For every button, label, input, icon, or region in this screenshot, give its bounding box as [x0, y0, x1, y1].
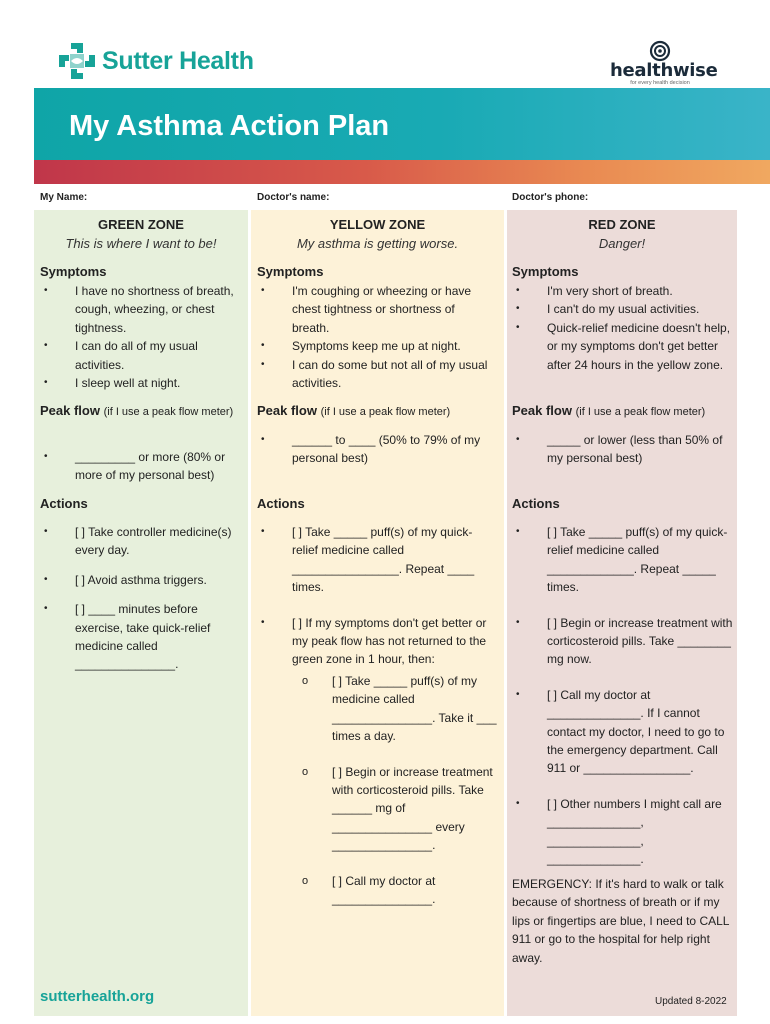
- red-peak-flow-heading: [512, 402, 734, 421]
- green-actions-heading: Actions: [40, 496, 88, 511]
- yellow-sub-actions-list: [257, 672, 497, 908]
- title-banner: [34, 88, 770, 160]
- green-zone-subtitle: This is where I want to be!: [65, 236, 217, 251]
- list-item: • [ ] ____ minutes before exercise, take quick-relief medicine called _______________.: [40, 600, 240, 674]
- page-header: [0, 0, 770, 88]
- peak-flow-label: Peak flow: [257, 403, 317, 418]
- red-symptoms-list: [512, 282, 732, 374]
- list-item: • I'm coughing or wheezing or have chest tightness or shortness of breath.: [257, 282, 495, 337]
- sutter-cross-icon: [56, 40, 98, 82]
- list-item: • [ ] Take controller medicine(s) every day.: [40, 523, 240, 560]
- list-item: • [ ] If my symptoms don't get better or my peak flow has not returned to the green zone in 1 hour, then:: [257, 614, 497, 669]
- doctor-phone-label: Doctor's phone:: [512, 192, 589, 203]
- green-symptoms-heading: Symptoms: [40, 264, 107, 279]
- green-actions-list: [40, 523, 240, 674]
- list-item: • [ ] Begin or increase treatment with corticosteroid pills. Take ________ mg now.: [512, 614, 734, 669]
- list-item: • [ ] Call my doctor at ______________. If I cannot contact my doctor, I need to go to the emergency department. Call 911 or ________________.: [512, 686, 734, 778]
- list-item: • [ ] Avoid asthma triggers.: [40, 571, 240, 589]
- green-peak-flow-list: [40, 448, 240, 485]
- title-ribbon: [34, 160, 770, 184]
- list-item: • Quick-relief medicine doesn't help, or my symptoms don't get better after 24 hours in the yellow zone.: [512, 319, 732, 374]
- page-title: My Asthma Action Plan: [69, 110, 390, 142]
- green-symptoms-list: [40, 282, 240, 392]
- doctor-name-label: Doctor's name:: [257, 192, 330, 203]
- peak-flow-label: Peak flow: [512, 403, 572, 418]
- my-name-label: My Name:: [40, 192, 88, 203]
- red-zone-subtitle: Danger!: [598, 236, 646, 251]
- yellow-actions-heading: Actions: [257, 496, 305, 511]
- updated-date: Updated 8-2022: [655, 996, 727, 1007]
- yellow-symptoms-heading: Symptoms: [257, 264, 324, 279]
- red-zone-title: RED ZONE: [588, 217, 656, 232]
- list-item: • [ ] Take _____ puff(s) of my quick-relief medicine called ________________. Repeat ____ times.: [257, 523, 497, 597]
- sutter-health-logo: [56, 40, 254, 82]
- list-item: o [ ] Call my doctor at _______________.: [257, 872, 497, 909]
- peak-flow-note: (if I use a peak flow meter): [103, 406, 234, 418]
- list-item: • _____ or lower (less than 50% of my personal best): [512, 431, 732, 468]
- list-item: o [ ] Take _____ puff(s) of my medicine called _______________. Take it ___ times a day.: [257, 672, 497, 746]
- peak-flow-note: (if I use a peak flow meter): [320, 406, 451, 418]
- peak-flow-label: Peak flow: [40, 403, 100, 418]
- list-item: • [ ] Other numbers I might call are ______________, ______________, ______________.: [512, 795, 734, 869]
- list-item: • I sleep well at night.: [40, 374, 240, 392]
- green-peak-flow-heading: [40, 402, 240, 421]
- list-item: • I can do all of my usual activities.: [40, 337, 240, 374]
- healthwise-name: healthwise: [610, 60, 718, 81]
- healthwise-spiral-icon: [649, 40, 671, 62]
- list-item: • [ ] Take _____ puff(s) of my quick-relief medicine called _____________. Repeat _____ times.: [512, 523, 734, 597]
- yellow-symptoms-list: [257, 282, 495, 392]
- red-symptoms-heading: Symptoms: [512, 264, 579, 279]
- yellow-peak-flow-heading: [257, 402, 497, 421]
- red-actions-list: [512, 523, 734, 869]
- green-zone-title: GREEN ZONE: [98, 217, 184, 232]
- brand-name: Sutter Health: [102, 46, 254, 75]
- list-item: • ______ to ____ (50% to 79% of my personal best): [257, 431, 495, 468]
- list-item: • I'm very short of breath.: [512, 282, 732, 300]
- emergency-note: EMERGENCY: If it's hard to walk or talk because of shortness of breath or if my lips or fingertips are blue, I need to CALL 911 or go to the hospital for help right away.: [512, 877, 730, 965]
- list-item: • _________ or more (80% or more of my personal best): [40, 448, 240, 485]
- list-item: o [ ] Begin or increase treatment with corticosteroid pills. Take ______ mg of _______________ every _______________.: [257, 763, 497, 855]
- yellow-zone-subtitle: My asthma is getting worse.: [296, 236, 459, 251]
- red-peak-flow-list: [512, 431, 732, 468]
- website-link[interactable]: sutterhealth.org: [40, 988, 155, 1005]
- list-item: • I can't do my usual activities.: [512, 300, 732, 318]
- yellow-peak-flow-list: [257, 431, 495, 468]
- yellow-zone-title: YELLOW ZONE: [329, 217, 426, 232]
- red-actions-heading: Actions: [512, 496, 560, 511]
- yellow-actions-list: [257, 523, 497, 669]
- peak-flow-note: (if I use a peak flow meter): [575, 406, 706, 418]
- healthwise-logo: [610, 40, 718, 86]
- list-item: • I can do some but not all of my usual activities.: [257, 356, 495, 393]
- patient-info-row: [0, 186, 770, 210]
- list-item: • I have no shortness of breath, cough, wheezing, or chest tightness.: [40, 282, 240, 337]
- healthwise-tagline: for every health decision: [630, 80, 690, 86]
- list-item: • Symptoms keep me up at night.: [257, 337, 495, 355]
